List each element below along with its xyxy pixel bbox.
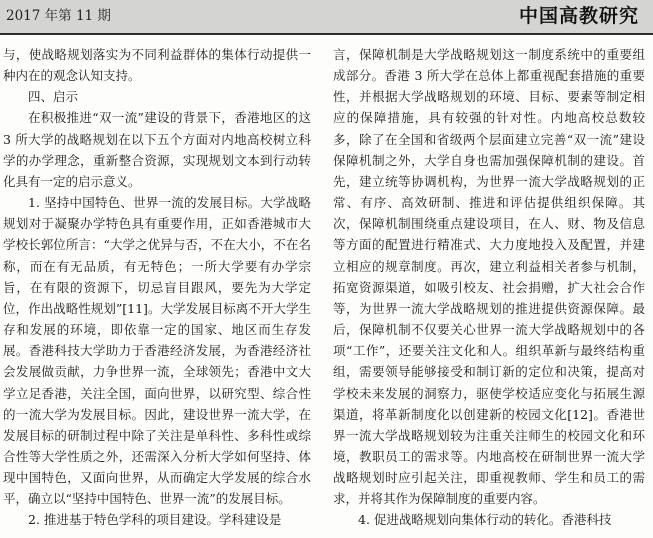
issue-number: 2017 年第 11 期 <box>6 8 111 24</box>
paragraph-continuation: 与，使战略规划落实为不同利益群体的集体行动提供一种内在的观念认知支持。 <box>3 47 311 84</box>
left-column <box>3 44 311 531</box>
journal-title: 中国高教研究 <box>518 5 639 27</box>
page-header <box>0 0 653 35</box>
paragraph-point-4: 4. 促进战略规划向集体行动的转化。香港科技 <box>358 512 612 528</box>
paragraph-point-1: 1. 坚持中国特色、世界一流的发展目标。大学战略规划对于凝聚办学特色具有重要作用，正如香港城市大学校长郭位所言：“大学之优异与否，不在大小，不在名称，而在有无品质，有无特色；一所大学要有办学宗旨，在有限的资源下，切忌盲目跟风，要先为大学定位，作出战略性规划”[11]。大学发展目标离不开大学生存和发展的环境，即依靠一定的国家、地区而生存发展。香港科技大学助力于香港经济发展，为香港经济社会发展做贡献，力争世界一流，全球领先；香港中文大学立足香港，关注全国，面向世界，以研究型、综合性的一流大学为发展目标。因此，建设世界一流大学，在发展目标的研制过程中除了关注是单科性、多科性或综合性等大学性质之外，还需深入分析大学如何坚持、体现中国特色，又面向世界，从而确定大学发展的综合水平，确立以“坚持中国特色、世界一流”的发展目标。 <box>3 195 311 507</box>
paragraph-point-2: 2. 推进基于特色学科的项目建设。学科建设是 <box>28 512 282 528</box>
right-column <box>333 44 645 531</box>
paragraph-intro: 在积极推进“双一流”建设的背景下，香港地区的这 3 所大学的战略规划在以下五个方面对内地高校树立科学的办学理念，重新整合资源，实现规划文本到行动转化具有一定的启示意义。 <box>3 110 311 189</box>
paragraph-point-3-continuation: 言，保障机制是大学战略规划这一制度系统中的重要组成部分。香港 3 所大学在总体上都重视配套措施的重要性，并根据大学战略规划的环境、目标、要素等制定相应的保障措施，具有较强的针对性。内地高校总数较多，除了在全国和省级两个层面建立完善“双一流”建设保障机制之外，大学自身也需加强保障机制的建设。首先，建立统等协调机构，为世界一流大学战略规划的正常、有序、高效研制、推进和评估提供组织保障。其次，保障机制围绕重点建设项目，在人、财、物及信息等方面的配置进行精准式、大力度地投入及配置，并建立相应的规章制度。再次，建立利益相关者参与机制，拓宽资源渠道，如吸引校友、社会捐赠，扩大社会合作等，为世界一流大学战略规划的推进提供资源保障。最后，保障机制不仅要关心世界一流大学战略规划中的各项“工作”，还要关注文化和人。组织革新与最终结构重组，需要领导能够接受和制订新的定位和决策，提高对学校未来发展的洞察力，驱使学校适应变化与拓展生源渠道，将革新制度化以创建新的校园文化[12]。香港世界一流大学战略规划较为注重关注师生的校园文化和环境，教职员工的需求等。内地高校在研制世界一流大学战略规划时应引起关注，即重视教师、学生和员工的需求，并将其作为保障制度的重要内容。 <box>333 47 645 507</box>
section-heading: 四、启示 <box>28 89 79 105</box>
